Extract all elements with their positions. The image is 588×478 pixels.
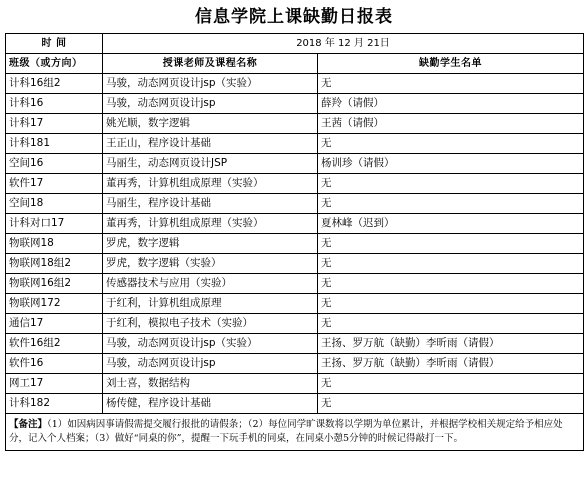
table-row [6,154,584,174]
absent-cell: 王扬、罗万航（缺勤）李昕雨（请假） [318,354,584,374]
teacher-course-cell: 董再秀，计算机组成原理（实验） [103,174,318,194]
class-cell: 物联网172 [6,294,103,314]
absent-cell: 无 [318,74,584,94]
class-cell: 计科182 [6,394,103,414]
table-row [6,354,584,374]
table-row [6,114,584,134]
class-cell: 软件17 [6,174,103,194]
header-class: 班级（或方向） [6,54,103,74]
class-cell: 通信17 [6,314,103,334]
absent-cell: 无 [318,194,584,214]
table-row [6,194,584,214]
teacher-course-cell: 于红利，计算机组成原理 [103,294,318,314]
teacher-course-cell: 罗虎，数字逻辑 [103,234,318,254]
class-cell: 网工17 [6,374,103,394]
absent-cell: 无 [318,234,584,254]
class-cell: 空间16 [6,154,103,174]
teacher-course-cell: 马骏，动态网页设计jsp [103,354,318,374]
class-cell: 计科对口17 [6,214,103,234]
absent-cell: 无 [318,254,584,274]
table-row [6,214,584,234]
absent-cell: 无 [318,394,584,414]
time-label: 时 间 [6,34,103,54]
note-text: （1）如因病因事请假需提交履行报批的请假条；（2）每位同学旷课数将以学期为单位累计，并根据学校相关规定给予相应处分，记入个人档案；（3）做好“同桌的你”，提醒一下玩手机的同桌，在同桌小憩5分钟的时候记得敲打一下。 [9,419,563,444]
table-row [6,174,584,194]
teacher-course-cell: 王正山，程序设计基础 [103,134,318,154]
absent-cell: 无 [318,134,584,154]
table-row [6,94,584,114]
absent-cell: 无 [318,274,584,294]
teacher-course-cell: 传感器技术与应用（实验） [103,274,318,294]
header-teacher-course: 授课老师及课程名称 [103,54,318,74]
teacher-course-cell: 马丽生，程序设计基础 [103,194,318,214]
table-row [6,134,584,154]
class-cell: 计科16组2 [6,74,103,94]
table-row [6,74,584,94]
class-cell: 空间18 [6,194,103,214]
teacher-course-cell: 董再秀，计算机组成原理（实验） [103,214,318,234]
absent-cell: 薛羚（请假） [318,94,584,114]
note-cell [6,414,584,451]
class-cell: 软件16组2 [6,334,103,354]
table-row [6,374,584,394]
table-row [6,394,584,414]
teacher-course-cell: 马骏，动态网页设计jsp（实验） [103,74,318,94]
class-cell: 物联网18组2 [6,254,103,274]
teacher-course-cell: 罗虎，数字逻辑（实验） [103,254,318,274]
absent-cell: 无 [318,314,584,334]
class-cell: 物联网18 [6,234,103,254]
table-row [6,334,584,354]
class-cell: 软件16 [6,354,103,374]
absent-cell: 无 [318,174,584,194]
header-absent: 缺勤学生名单 [318,54,584,74]
absent-cell: 无 [318,294,584,314]
absent-cell: 夏林峰（迟到） [318,214,584,234]
teacher-course-cell: 马骏，动态网页设计jsp（实验） [103,334,318,354]
teacher-course-cell: 姚光顺，数字逻辑 [103,114,318,134]
absent-cell: 王茜（请假） [318,114,584,134]
class-cell: 计科16 [6,94,103,114]
table-row [6,274,584,294]
note-row [6,414,584,451]
date-row [6,34,584,54]
class-cell: 计科181 [6,134,103,154]
table-row [6,234,584,254]
report-date: 2018 年 12 月 21日 [103,34,584,54]
teacher-course-cell: 刘士喜，数据结构 [103,374,318,394]
table-row [6,314,584,334]
absent-cell: 王扬、罗万航（缺勤）李昕雨（请假） [318,334,584,354]
absence-table [5,33,584,451]
table-row [6,254,584,274]
report-title: 信息学院上课缺勤日报表 [195,7,393,27]
teacher-course-cell: 杨传健，程序设计基础 [103,394,318,414]
teacher-course-cell: 马丽生，动态网页设计JSP [103,154,318,174]
absent-cell: 无 [318,374,584,394]
note-label: 【备注】 [9,419,48,430]
teacher-course-cell: 马骏，动态网页设计jsp [103,94,318,114]
teacher-course-cell: 于红利，模拟电子技术（实验） [103,314,318,334]
class-cell: 物联网16组2 [6,274,103,294]
absent-cell: 杨训珍（请假） [318,154,584,174]
class-cell: 计科17 [6,114,103,134]
table-row [6,294,584,314]
header-row [6,54,584,74]
